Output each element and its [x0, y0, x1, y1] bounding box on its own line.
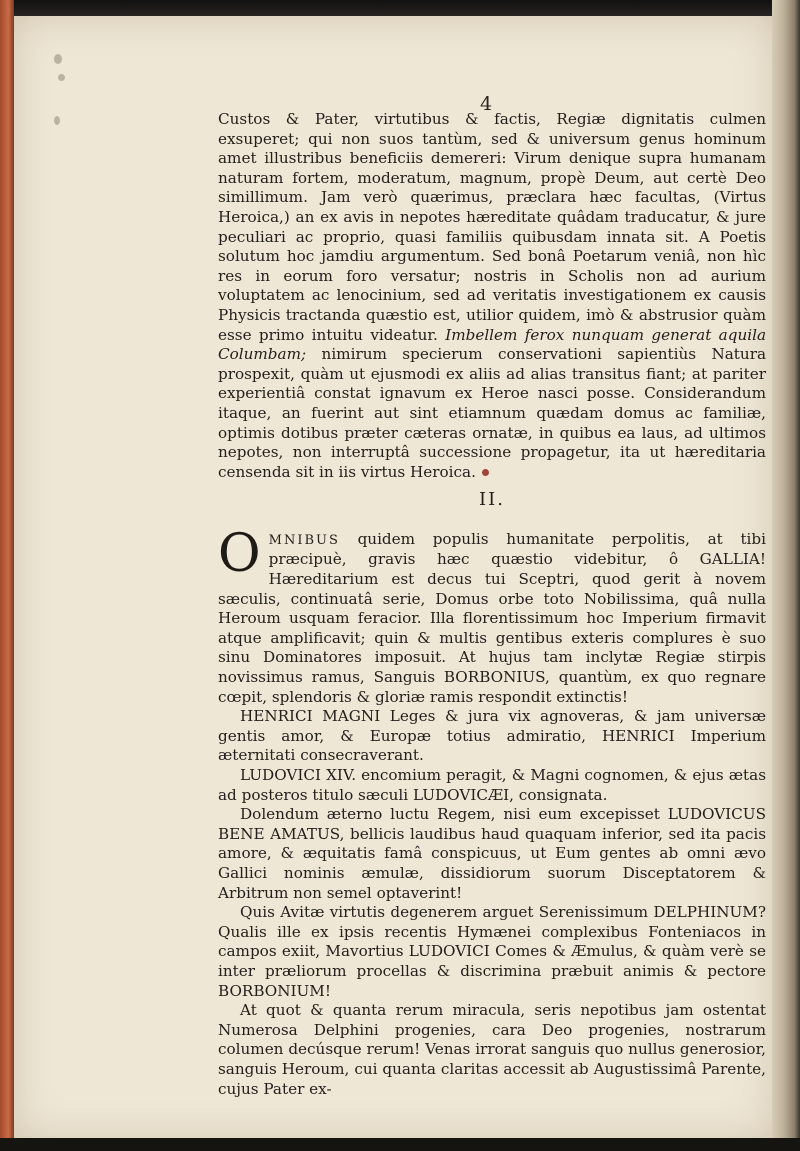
stain-mark [54, 116, 60, 125]
paragraph: At quot & quanta rerum miracula, seris nepotibus jam ostentat Numerosa Delphini progenies, cara Deo progenies, nostrarum columen decúsque rerum! Venas irrorat sanguis quo nullus generosior, sanguis Heroum, cui quanta claritas accessit ab Augustissimâ Parente, cujus Pater ex- [218, 1001, 766, 1098]
paragraph: Quis Avitæ virtutis degenerem arguet Serenissimum DELPHINUM? Qualis ille ex ipsis recentis Hymænei complexibus Fonteniacos in campos exiit, Mavortius LUDOVICI Comes & Æmulus, & quàm verè se inter præliorum procellas & discrimina præbuit animis & pectore BORBONIUM! [218, 903, 766, 1000]
paragraph-text: Custos & Pater, virtutibus & factis, Regiæ dignitatis culmen exsuperet; qui non suos tantùm, sed & universum genus hominum amet illustribus beneficiis demereri: Virum denique supra humanam naturam fortem, moderatum, magnum, propè Deum, aut certè Deo simillimum. Jam verò quærimus, præclara hæc facultas, (Virtus Heroica,) an ex avis in nepotes hæreditate quâdam traducatur, & jure peculiari ac proprio, quasi familiis quibusdam innata sit. A Poetis solutum hoc jamdiu argumentum. Sed bonâ Poetarum veniâ, non hìc res in eorum foro versatur; nostris in Scholis non ad aurium voluptatem ac lenocinium, sed ad veritatis investigationem ex causis Physicis tractanda quæstio est, utilior quidem, imò & abstrusior quàm esse primo intuitu videatur. [218, 110, 766, 344]
ornament-dot-icon [482, 469, 489, 476]
small-caps-lead: MNIBUS [268, 532, 340, 548]
paragraph-text: quidem populis humanitate perpolitis, at tibi præcipuè, gravis hæc quæstio videbitur, ô GALLIA! Hæreditarium est decus tui Sceptri, quod gerit à novem sæculis, continuatâ serie, Domus orbe toto Nobilissima, quâ nulla Heroum usquam feracior. Illa florentissimum hoc Imperium firmavit atque amplificavit; quin & multis gentibus exteris complures è suo sinu Dominatores imposuit. At hujus tam inclytæ Regiæ stirpis novissimus ramus, Sanguis BORBONIUS, quantùm, ex quo regnare cœpit, splendoris & gloriæ ramis respondit extinctis! [218, 529, 766, 706]
paragraph: LUDOVICI XIV. encomium peragit, & Magni cognomen, & ejus ætas ad posteros titulo sæculi LUDOVICÆI, consignata. [218, 766, 766, 804]
section-heading: II. [479, 489, 505, 511]
book-edge-right [772, 0, 800, 1151]
book-edge-left [0, 0, 14, 1151]
paragraph: HENRICI MAGNI Leges & jura vix agnoveras, & jam universæ gentis amor, & Europæ totius admiratio, HENRICI Imperium æternitati consecraverant. [218, 707, 766, 765]
paragraph [218, 523, 766, 707]
dropcap: O [218, 523, 261, 584]
paragraph-text: nimirum specierum conservationi sapientiùs Natura prospexit, quàm ut ejusmodi ex aliis ad alias transitus fiant; at pariter experientiâ constat ignavum ex Heroe nasci posse. Considerandum itaque, an fuerint aut sint etiamnum quædam domus ac familiæ, optimis dotibus præter cæteras ornatæ, in quibus ea laus, ad ultimos nepotes, non interruptâ successione propagetur, ita ut hæreditaria censenda sit in iis virtus Heroica. [218, 345, 767, 481]
stain-mark [58, 74, 65, 81]
paragraph: Dolendum æterno luctu Regem, nisi eum excepisset LUDOVICUS BENE AMATUS, bellicis laudibus haud quaquam inferior, sed ita pacis amore, & æquitatis famâ conspicuus, ut Eum gentes ab omni ævo Gallici nominis æmulæ, dissidiorum suorum Disceptatorem & Arbitrum non semel optaverint! [218, 805, 766, 902]
quote-italic: Imbellem ferox nunquam generat aquila Columbam; [218, 325, 766, 364]
bottom-shadow [0, 1138, 800, 1151]
page-text [218, 110, 766, 1099]
paragraph [218, 110, 766, 482]
page-number: 4 [480, 93, 493, 115]
stain-mark [54, 54, 62, 64]
